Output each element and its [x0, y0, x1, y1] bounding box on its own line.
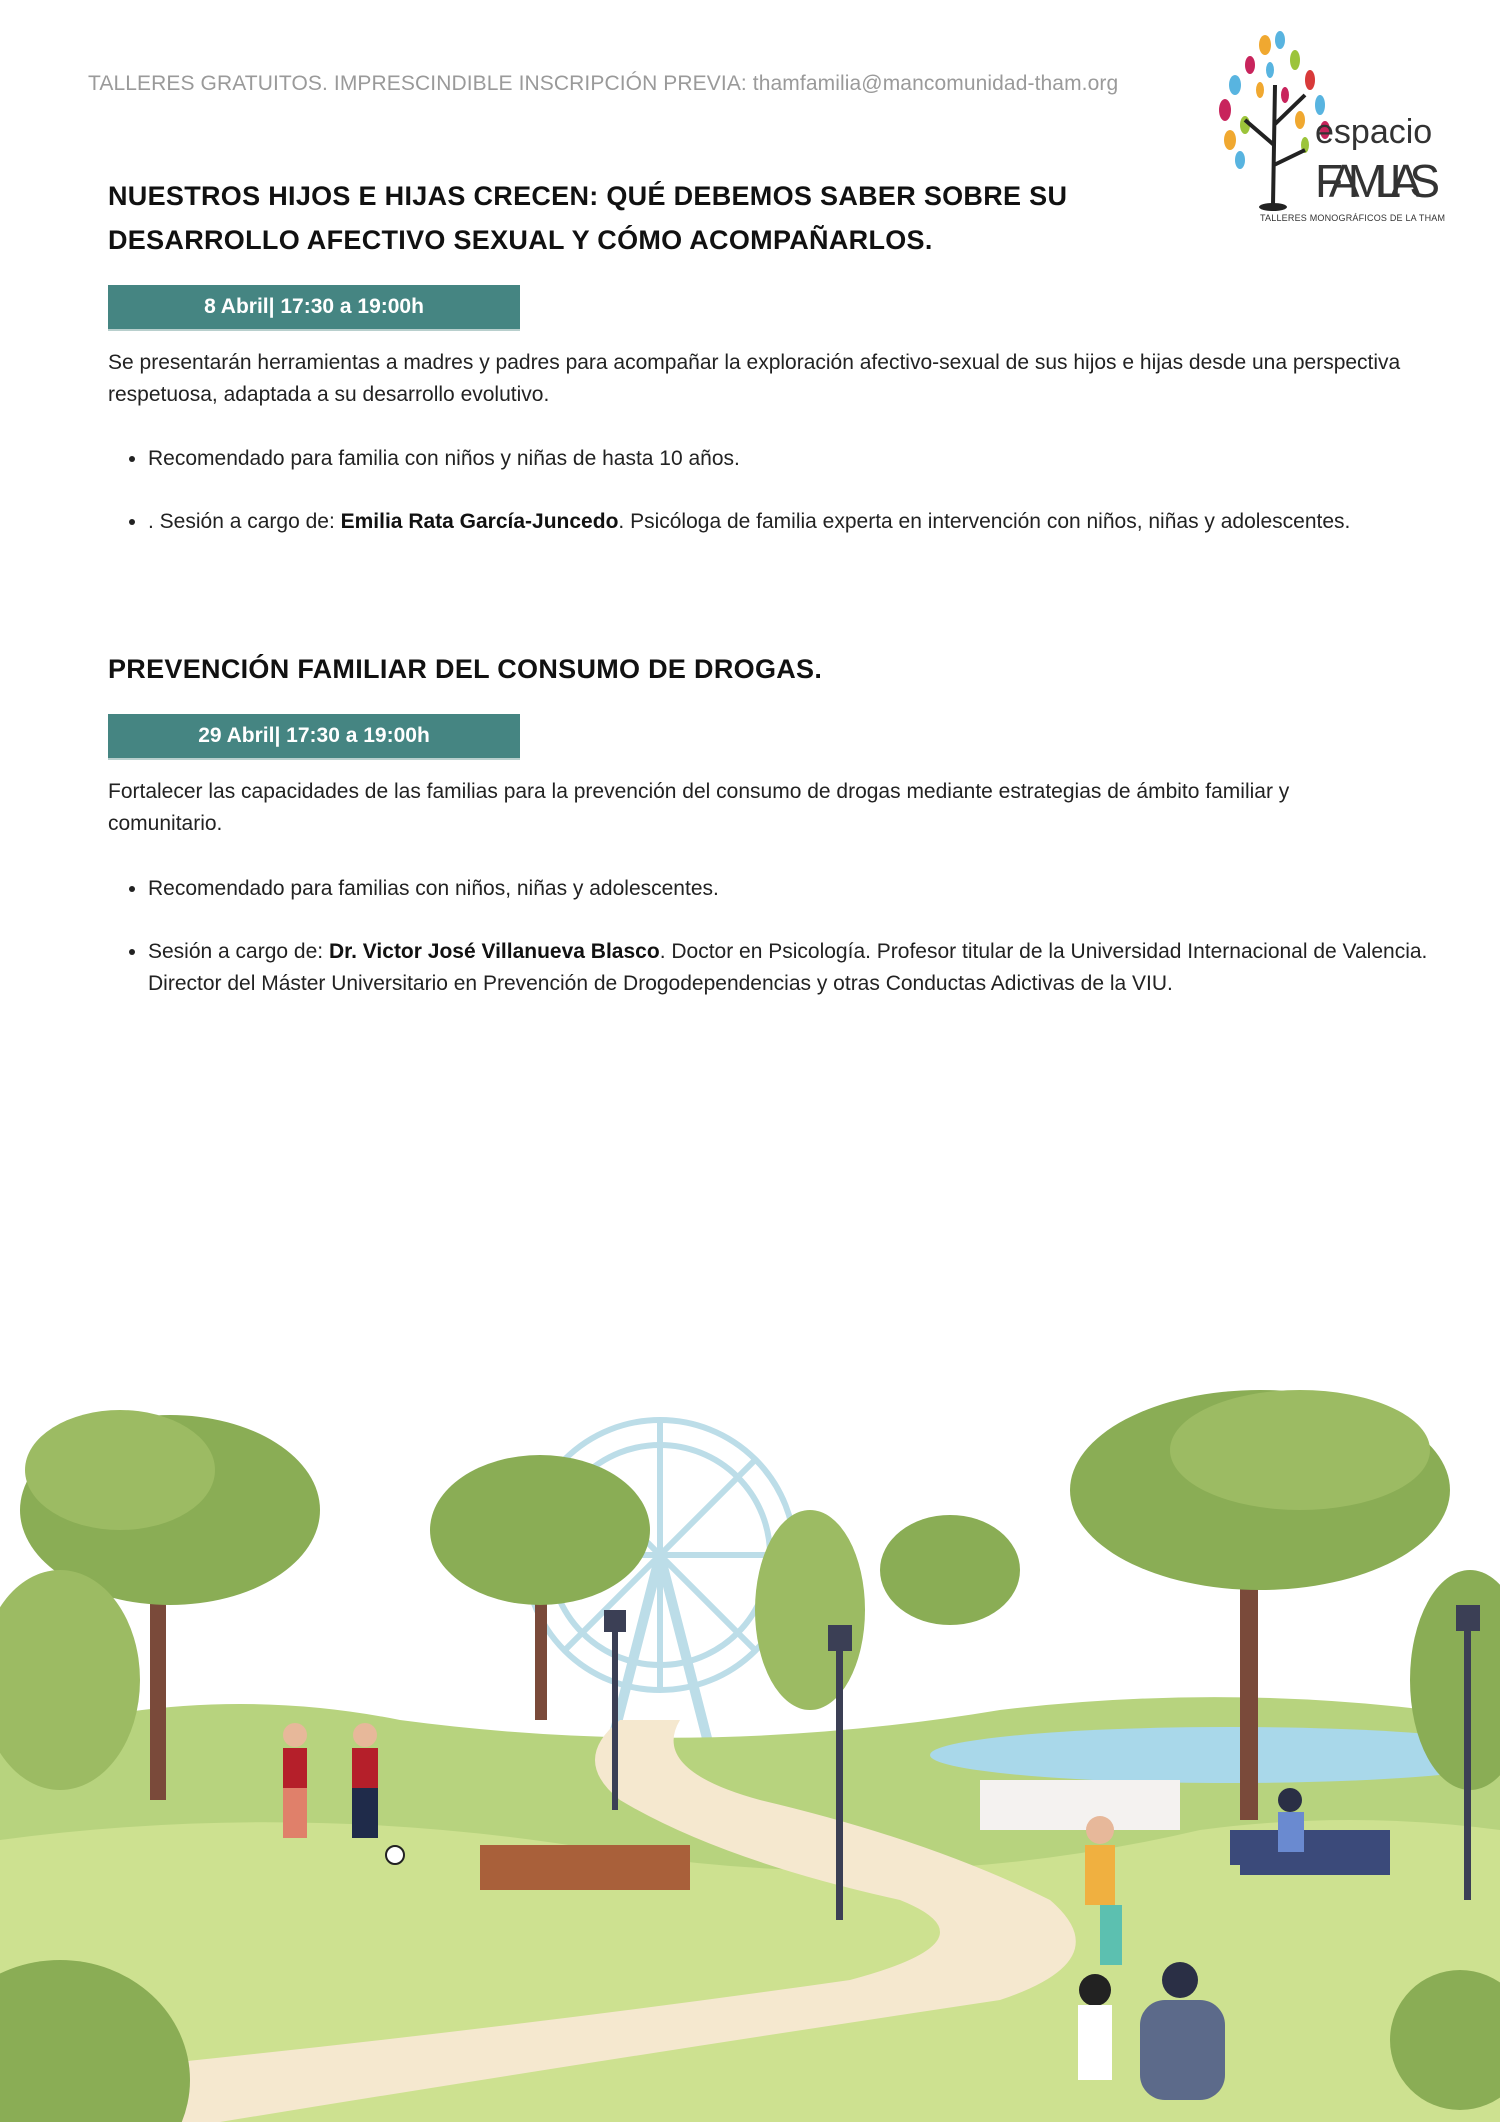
workshop-2-speaker	[148, 936, 1438, 1000]
speaker-bio: . Psicóloga de familia experta en intervención con niños, niñas y adolescentes.	[618, 510, 1351, 533]
speaker-prefix: Sesión a cargo de:	[148, 940, 329, 963]
speaker-name: Emilia Rata García-Juncedo	[340, 510, 619, 533]
workshop-2-details	[108, 873, 1438, 1031]
workshop-2-description: Fortalecer las capacidades de las familias para la prevención del consumo de drogas mediante estrategias de ámbito familiar y comunitario.	[108, 780, 1290, 835]
workshop-1-details	[108, 443, 1438, 569]
speaker-prefix: . Sesión a cargo de:	[148, 510, 341, 533]
svg-text:espacio: espacio	[1315, 113, 1433, 151]
speaker-bio: . Doctor en Psicología. Profesor titular de la Universidad Internacional de Valencia. Director del Máster Universitario en Prevención de Drogodependencias y otras Conductas Adictivas de la VIU.	[148, 940, 1428, 995]
espacio-familias-logo	[1205, 25, 1450, 225]
soccer-ball	[386, 1846, 404, 1864]
workshop-1-recommended: • Recomendado para familia con niños y niñas de hasta 10 años.	[148, 443, 1438, 475]
park-illustration	[0, 1380, 1500, 2122]
svg-text:TALLERES MONOGRÁFICOS DE LA TH: TALLERES MONOGRÁFICOS DE LA THAM	[1260, 213, 1445, 223]
svg-text:FAMILIAS: FAMILIAS	[1315, 155, 1440, 207]
workshop-2-title: PREVENCIÓN FAMILIAR DEL CONSUMO DE DROGAS.	[108, 654, 823, 684]
workshop-2-date-badge: 29 Abril| 17:30 a 19:00h	[108, 714, 520, 760]
workshop-1-title: NUESTROS HIJOS E HIJAS CRECEN: QUÉ DEBEMOS SABER SOBRE SU DESARROLLO AFECTIVO SEXUAL Y CÓMO ACOMPAÑARLOS.	[108, 181, 1068, 255]
workshop-1-date-badge: 8 Abril| 17:30 a 19:00h	[108, 285, 520, 331]
speaker-name: Dr. Victor José Villanueva Blasco	[328, 940, 660, 963]
workshop-1-speaker	[148, 506, 1438, 538]
picnic-blanket	[980, 1780, 1180, 1830]
registration-note: TALLERES GRATUITOS. IMPRESCINDIBLE INSCRIPCIÓN PREVIA: thamfamilia@mancomunidad-tham.org	[88, 72, 1119, 95]
workshop-1-description: Se presentarán herramientas a madres y padres para acompañar la exploración afectivo-sexual de sus hijos e hijas desde una perspectiva respetuosa, adaptada a su desarrollo evolutivo.	[108, 351, 1401, 406]
workshop-2-recommended: • Recomendado para familias con niños, niñas y adolescentes.	[148, 873, 1438, 905]
